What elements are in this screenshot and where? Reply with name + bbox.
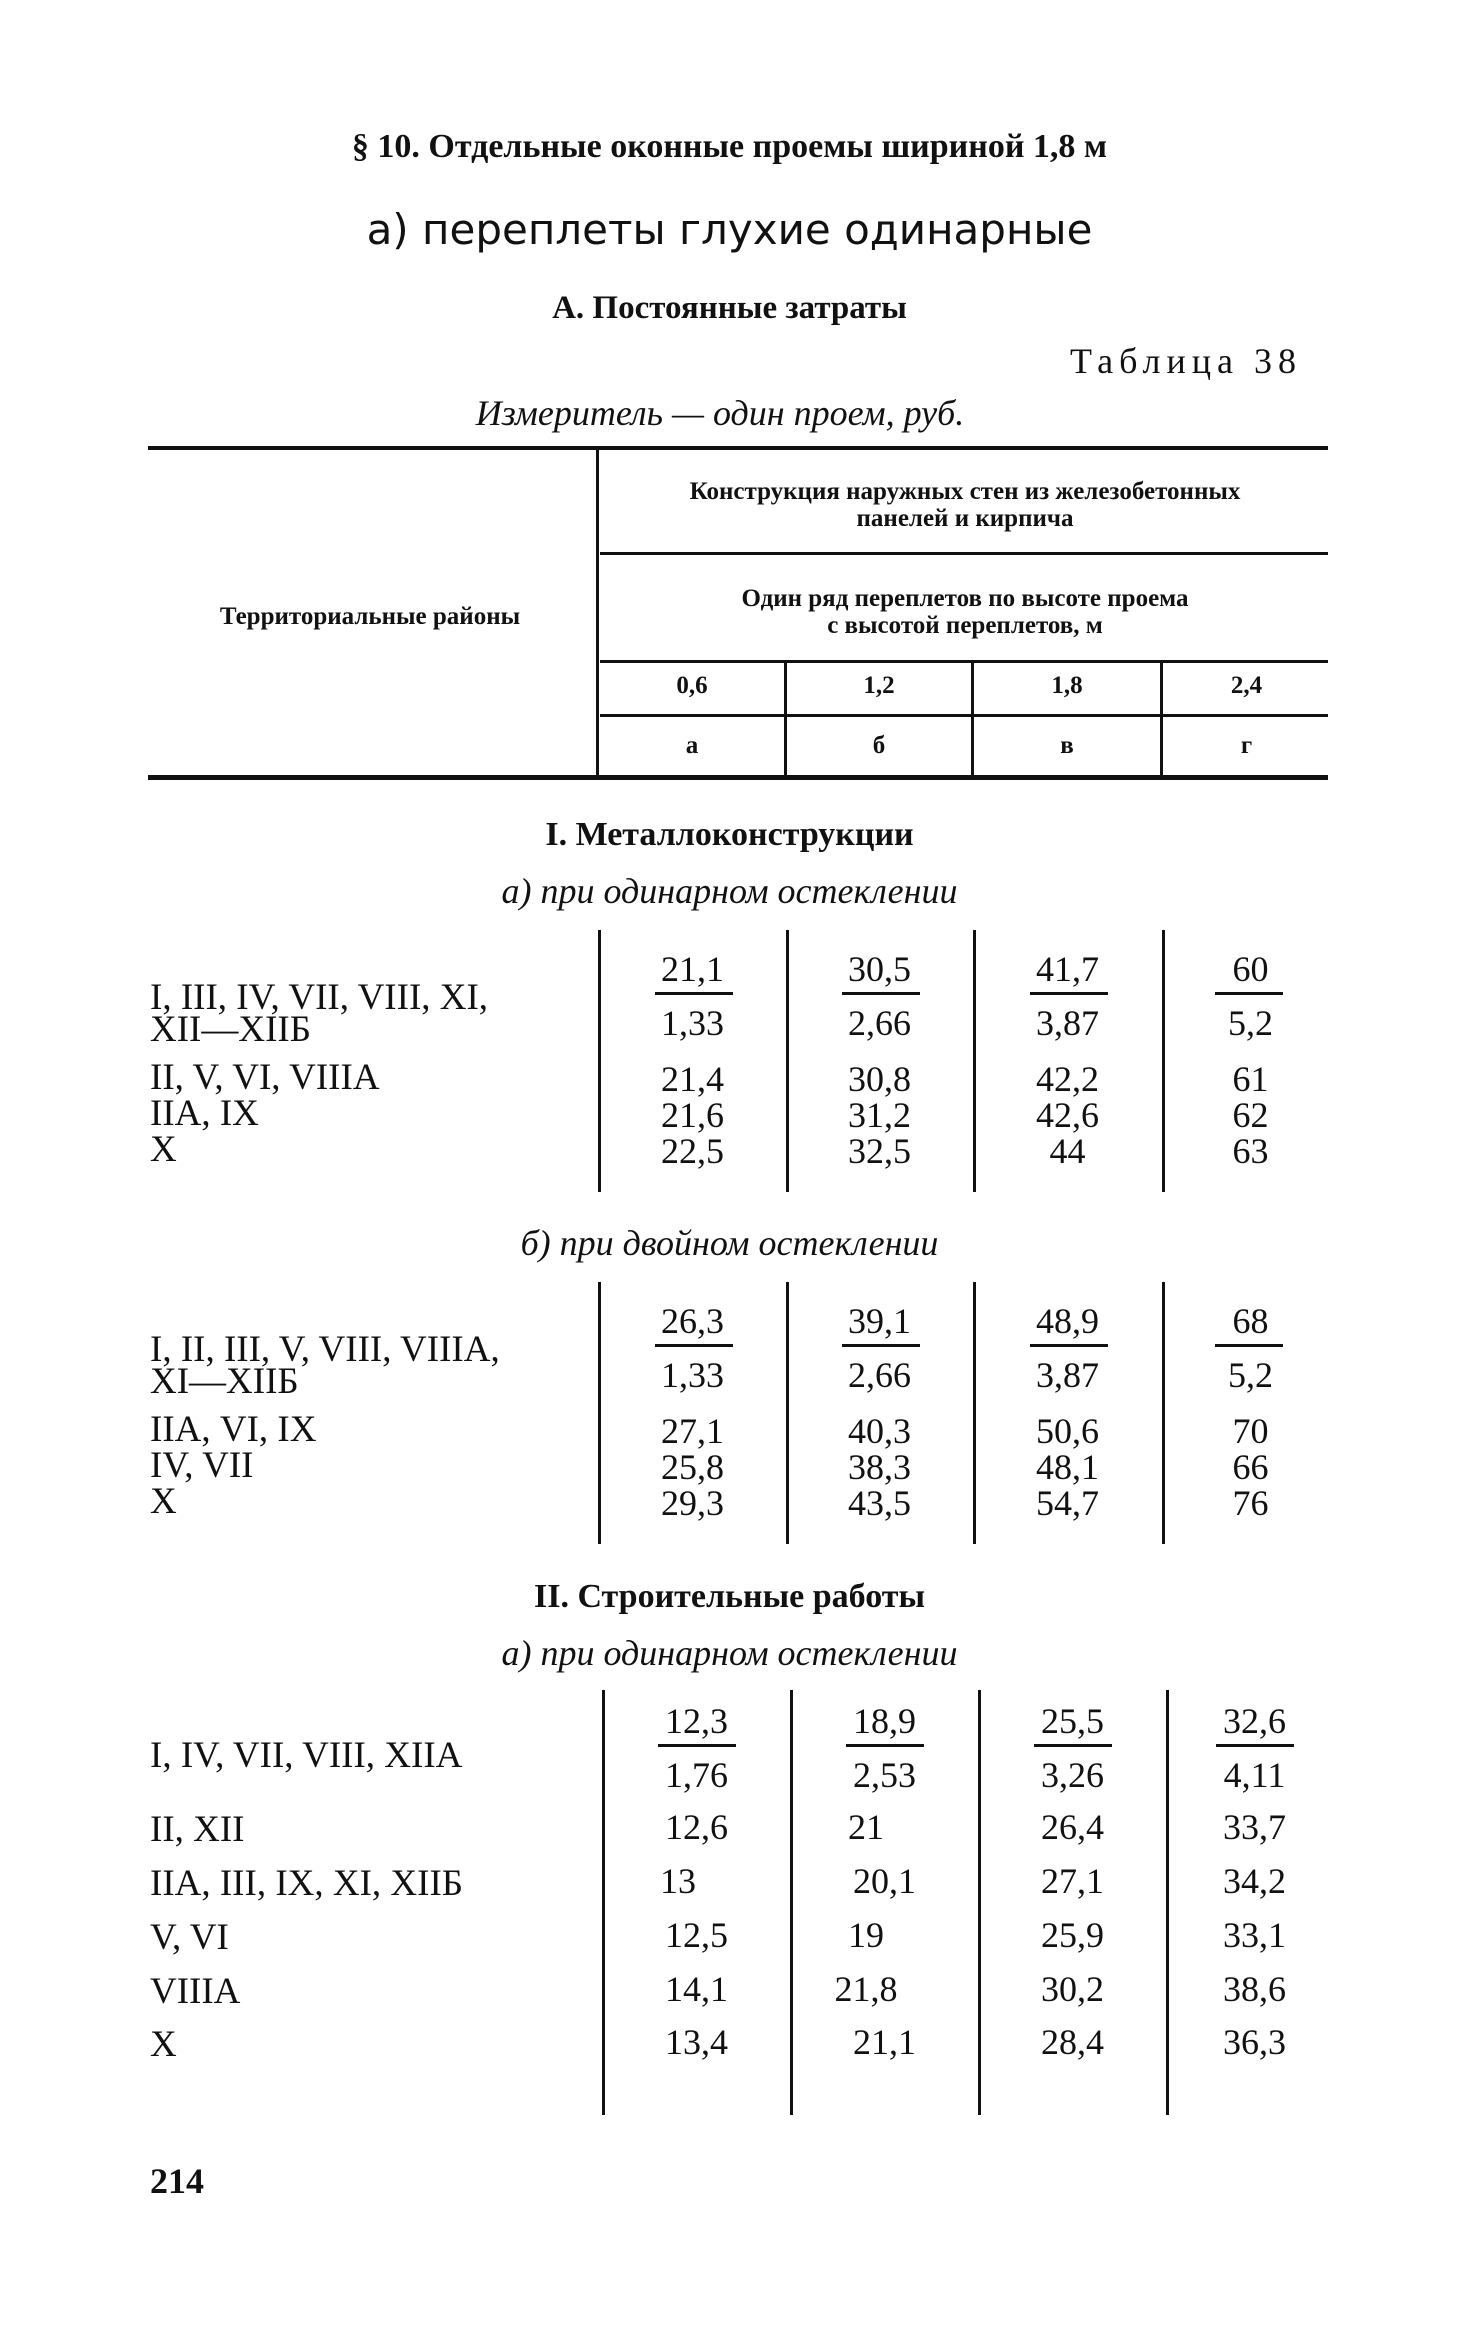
s1-row-2-label: X — [150, 1129, 177, 1170]
rows-desc-2: с высотой переплетов, м — [827, 612, 1103, 639]
height-2-4: 2,4 — [1230, 672, 1263, 699]
s2-row-1-label: IV, VII — [150, 1445, 254, 1486]
letter-v: в — [1060, 732, 1074, 759]
s2-first-label-1: I, II, III, V, VIII, VIIIА, — [150, 1329, 500, 1370]
s3-row-4-g: 36,3 — [1223, 2022, 1286, 2062]
s2-bot-a: 1,33 — [661, 1355, 724, 1395]
s3-row-1-a: 13 — [660, 1861, 696, 1901]
s3-row-3-v: 30,2 — [1041, 1969, 1104, 2009]
s2-row-0-v: 50,6 — [1036, 1411, 1099, 1451]
s2-col-div-0 — [598, 1282, 601, 1544]
s3-row-2-b: 19 — [848, 1915, 884, 1955]
s1-col-div-2 — [973, 930, 976, 1192]
s1-row-1-g: 62 — [1232, 1095, 1269, 1135]
s1-bot-a: 1,33 — [661, 1003, 724, 1043]
s3-first-label-1: I, IV, VII, VIII, XIIА — [150, 1735, 463, 1776]
s2-row-1-b: 38,3 — [848, 1447, 911, 1487]
s3-row-0-a: 12,6 — [665, 1807, 728, 1847]
s3-bot-g: 4,11 — [1223, 1755, 1286, 1795]
s2-row-2-a: 29,3 — [661, 1483, 724, 1523]
s3-row-1-v: 27,1 — [1041, 1861, 1104, 1901]
s3-row-0-b: 21 — [848, 1807, 884, 1847]
territory-header: Территориальные районы — [219, 603, 521, 630]
section-3-title: II. Строительные работы — [533, 1578, 926, 1615]
s2-bot-v: 3,87 — [1036, 1355, 1099, 1395]
s2-bot-g: 5,2 — [1228, 1355, 1273, 1395]
s2-top-a: 26,3 — [661, 1301, 724, 1341]
s3-row-2-g: 33,1 — [1223, 1915, 1286, 1955]
s1-col-div-0 — [598, 930, 601, 1192]
s3-col-div-1 — [790, 1690, 793, 2115]
height-0-6: 0,6 — [676, 672, 708, 699]
s3-row-0-label: II, XII — [150, 1809, 245, 1850]
construction-header-1: Конструкция наружных стен из железобетонных — [689, 478, 1241, 505]
s2-row-0-b: 40,3 — [848, 1411, 911, 1451]
s2-col-div-2 — [973, 1282, 976, 1544]
s1-frac-a — [655, 992, 733, 995]
s1-row-2-b: 32,5 — [848, 1131, 911, 1171]
s1-frac-v — [1030, 992, 1108, 995]
letter-b: б — [872, 732, 886, 759]
s1-row-0-a: 21,4 — [661, 1059, 724, 1099]
s3-row-3-label: VIIIА — [150, 1971, 241, 2012]
s3-row-1-label: IIА, III, IX, XI, XIIБ — [150, 1863, 464, 1904]
s1-row-0-label: II, V, VI, VIIIА — [150, 1057, 380, 1098]
s2-row-0-g: 70 — [1232, 1411, 1269, 1451]
s1-frac-g — [1215, 992, 1283, 995]
s3-row-3-b: 21,8 — [834, 1969, 898, 2009]
s3-bot-v: 3,26 — [1041, 1755, 1104, 1795]
table-label: Таблица 38 — [1070, 341, 1302, 381]
s3-frac-v — [1034, 1744, 1112, 1747]
s3-col-div-2 — [978, 1690, 981, 2115]
s3-row-4-label: X — [150, 2024, 177, 2065]
s1-row-1-label: IIА, IX — [150, 1093, 259, 1134]
s1-row-0-v: 42,2 — [1036, 1059, 1099, 1099]
s2-bot-b: 2,66 — [848, 1355, 911, 1395]
header-rule-3 — [600, 660, 1328, 663]
s2-col-div-3 — [1162, 1282, 1165, 1544]
header-divider — [596, 450, 599, 778]
s2-frac-b — [842, 1344, 920, 1347]
s1-row-1-v: 42,6 — [1036, 1095, 1099, 1135]
s3-col-div-3 — [1166, 1690, 1169, 2115]
s2-row-0-a: 27,1 — [661, 1411, 724, 1451]
s2-row-2-b: 43,5 — [848, 1483, 911, 1523]
s2-first-label-2: XI—XIIБ — [150, 1361, 299, 1402]
s3-row-2-v: 25,9 — [1041, 1915, 1104, 1955]
s1-row-1-b: 31,2 — [848, 1095, 911, 1135]
s2-row-1-g: 66 — [1232, 1447, 1269, 1487]
s3-bot-a: 1,76 — [665, 1755, 728, 1795]
s1-top-v: 41,7 — [1036, 949, 1099, 989]
height-1-2: 1,2 — [863, 672, 895, 699]
s3-top-a: 12,3 — [665, 1701, 728, 1741]
s1-row-2-g: 63 — [1232, 1131, 1269, 1171]
s3-row-2-a: 12,5 — [665, 1915, 728, 1955]
header-bottom-rule — [148, 775, 1328, 780]
s2-frac-v — [1030, 1344, 1108, 1347]
s3-row-4-b: 21,1 — [853, 2022, 916, 2062]
s3-top-v: 25,5 — [1041, 1701, 1104, 1741]
s1-col-div-1 — [786, 930, 789, 1192]
s1-row-2-a: 22,5 — [661, 1131, 724, 1171]
s2-row-1-a: 25,8 — [661, 1447, 724, 1487]
s2-row-2-g: 76 — [1232, 1483, 1269, 1523]
s1-col-div-3 — [1162, 930, 1165, 1192]
section-title: § 10. Отдельные оконные проемы шириной 1,8 м — [351, 128, 1108, 165]
measure-unit: Измеритель — один проем, руб. — [475, 393, 965, 433]
s2-top-b: 39,1 — [848, 1301, 911, 1341]
s3-top-g: 32,6 — [1223, 1701, 1286, 1741]
height-1-8: 1,8 — [1051, 672, 1083, 699]
s1-row-1-a: 21,6 — [661, 1095, 724, 1135]
section-1-title: I. Металлоконструкции — [545, 816, 914, 853]
section-3-subtitle: а) при одинарном остеклении — [501, 1633, 958, 1673]
s1-row-2-v: 44 — [1049, 1131, 1086, 1171]
part-title: А. Постоянные затраты — [552, 290, 907, 326]
s3-row-4-v: 28,4 — [1041, 2022, 1104, 2062]
s3-row-4-a: 13,4 — [665, 2022, 728, 2062]
page-number: 214 — [150, 2161, 204, 2201]
s3-frac-a — [658, 1744, 736, 1747]
s2-frac-a — [655, 1344, 733, 1347]
header-top-rule — [148, 446, 1328, 450]
rows-desc-1: Один ряд переплетов по высоте проема — [741, 585, 1189, 612]
s2-col-div-1 — [786, 1282, 789, 1544]
s2-frac-g — [1215, 1344, 1283, 1347]
header-rule-4 — [600, 714, 1328, 717]
letter-g: г — [1240, 732, 1253, 759]
s1-bot-v: 3,87 — [1036, 1003, 1099, 1043]
s1-first-label-2: XII—XIIБ — [150, 1009, 311, 1050]
s3-frac-b — [846, 1744, 924, 1747]
s1-frac-b — [842, 992, 920, 995]
s3-row-1-b: 20,1 — [853, 1861, 916, 1901]
s3-frac-g — [1216, 1744, 1294, 1747]
s3-row-0-g: 33,7 — [1223, 1807, 1286, 1847]
s2-top-g: 68 — [1232, 1301, 1269, 1341]
s1-row-0-g: 61 — [1232, 1059, 1269, 1099]
s1-row-0-b: 30,8 — [848, 1059, 911, 1099]
s1-bot-g: 5,2 — [1228, 1003, 1273, 1043]
s3-top-b: 18,9 — [853, 1701, 916, 1741]
s2-row-2-v: 54,7 — [1036, 1483, 1099, 1523]
letter-a: а — [685, 732, 699, 759]
s1-bot-b: 2,66 — [848, 1003, 911, 1043]
s3-row-1-g: 34,2 — [1223, 1861, 1286, 1901]
s2-top-v: 48,9 — [1036, 1301, 1099, 1341]
s3-row-2-label: V, VI — [150, 1917, 229, 1958]
s1-top-b: 30,5 — [848, 949, 911, 989]
s1-top-a: 21,1 — [661, 949, 724, 989]
s3-col-div-0 — [602, 1690, 605, 2115]
s3-row-3-g: 38,6 — [1223, 1969, 1286, 2009]
s1-top-g: 60 — [1232, 949, 1269, 989]
subsection-title: а) переплеты глухие одинарные — [366, 205, 1093, 254]
s2-row-2-label: X — [150, 1481, 177, 1522]
section-2-subtitle: б) при двойном остеклении — [520, 1223, 939, 1263]
section-1-subtitle: а) при одинарном остеклении — [501, 871, 958, 911]
s2-row-0-label: IIА, VI, IX — [150, 1409, 317, 1450]
s2-row-1-v: 48,1 — [1036, 1447, 1099, 1487]
header-rule-2 — [600, 552, 1328, 555]
s1-first-label-1: I, III, IV, VII, VIII, XI, — [150, 977, 489, 1018]
s3-row-0-v: 26,4 — [1041, 1807, 1104, 1847]
construction-header-2: панелей и кирпича — [856, 505, 1074, 532]
s3-row-3-a: 14,1 — [665, 1969, 728, 2009]
s3-bot-b: 2,53 — [853, 1755, 916, 1795]
